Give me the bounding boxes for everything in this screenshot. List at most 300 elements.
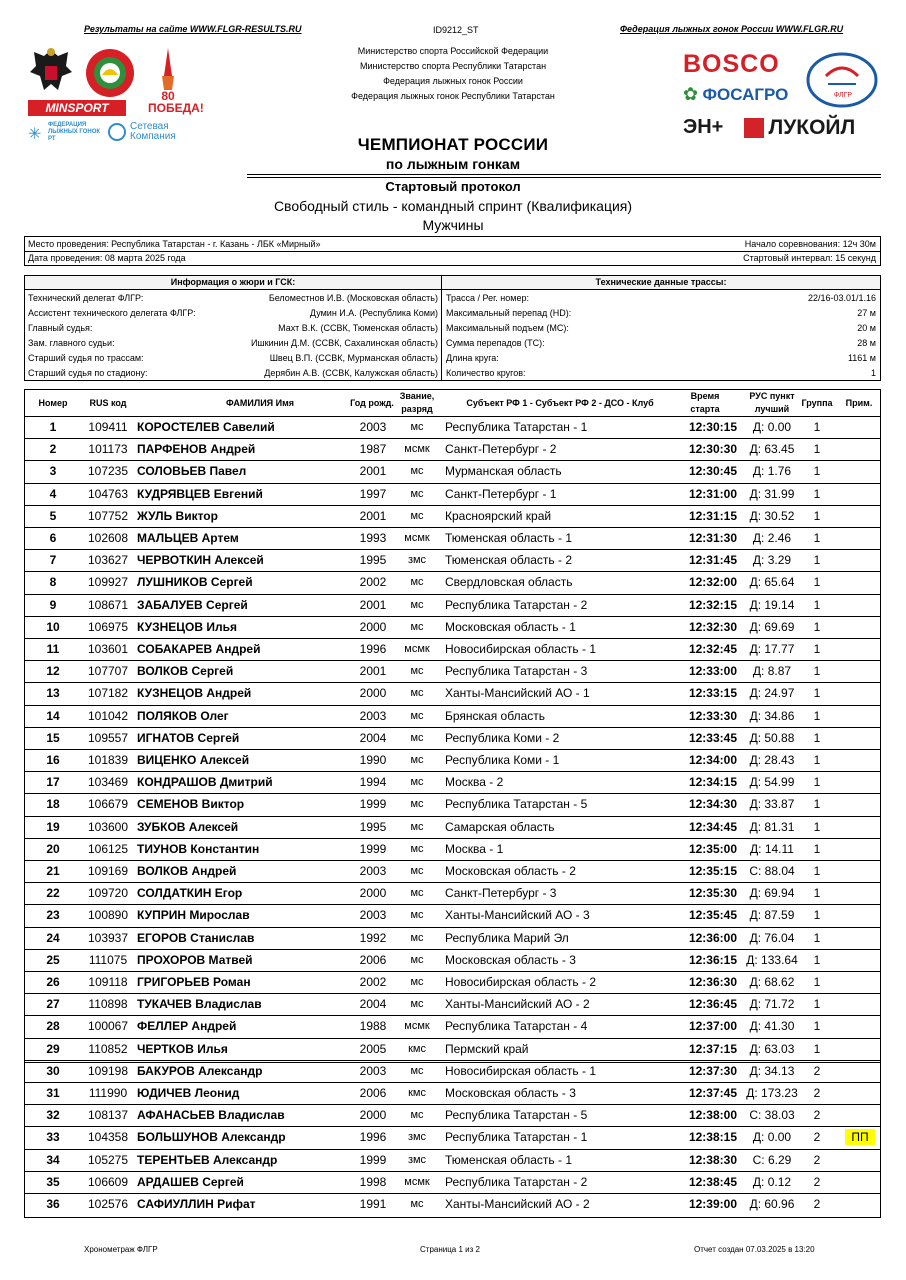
row-note	[845, 885, 875, 901]
row-rus-code: 111990	[88, 1086, 128, 1100]
row-group: 2	[813, 1197, 821, 1211]
row-number: 33	[46, 1130, 60, 1145]
row-rus-code: 109720	[87, 886, 129, 901]
row-birth-year: 1995	[359, 553, 387, 568]
row-birth-year: 2001	[359, 664, 387, 679]
col-note: Прим.	[845, 398, 873, 408]
row-team: Республика Татарстан - 5	[445, 797, 588, 812]
row-rus-code: 103627	[87, 553, 129, 568]
row-athlete-name: КОРОСТЕЛЕВ Савелий	[137, 420, 275, 434]
row-team: Тюменская область - 2	[445, 553, 573, 568]
bosco-logo: BOSCO	[683, 50, 780, 78]
row-team: Республика Татарстан - 1	[445, 420, 588, 434]
row-birth-year: 2002	[359, 575, 387, 590]
row-athlete-name: ВОЛКОВ Андрей	[137, 864, 237, 878]
row-rank: мсмк	[404, 1175, 430, 1188]
row-number: 7	[49, 553, 57, 568]
track-value: 22/16-03.01/1.16	[807, 293, 876, 303]
row-number: 11	[46, 642, 60, 656]
row-rank: кмс	[408, 1087, 426, 1099]
row-birth-year: 1988	[359, 1019, 387, 1034]
row-start-time: 12:37:45	[688, 1086, 737, 1100]
row-rank: мсмк	[404, 443, 430, 456]
row-note	[845, 1085, 875, 1101]
row-athlete-name: КУДРЯВЦЕВ Евгений	[137, 486, 263, 501]
row-start-time: 12:32:15	[688, 597, 737, 612]
row-birth-year: 2005	[359, 1041, 387, 1056]
row-number: 30	[46, 1063, 60, 1078]
row-team: Тюменская область - 1	[445, 1152, 573, 1167]
table-row	[25, 594, 880, 617]
row-athlete-name: ЛУШНИКОВ Сергей	[137, 575, 253, 590]
row-rus-points: Д: 68.62	[749, 975, 795, 989]
row-team: Московская область - 3	[445, 952, 576, 967]
row-number: 32	[46, 1108, 60, 1123]
row-team: Ханты-Мансийский АО - 3	[445, 908, 590, 923]
divider	[247, 177, 881, 178]
row-rus-points: Д: 60.96	[749, 1197, 795, 1211]
row-team: Новосибирская область - 1	[445, 1063, 596, 1078]
row-athlete-name: ВОЛКОВ Сергей	[137, 664, 234, 679]
row-athlete-name: КУПРИН Мирослав	[137, 908, 250, 923]
col-year: Год рожд.	[350, 398, 394, 408]
row-birth-year: 2001	[359, 597, 387, 612]
table-row	[25, 1171, 880, 1194]
row-athlete-name: ЗУБКОВ Алексей	[137, 819, 239, 834]
table-row	[25, 705, 880, 728]
event-title: ЧЕМПИОНАТ РОССИИ	[357, 135, 549, 154]
row-rus-code: 102608	[87, 531, 129, 545]
row-start-time: 12:35:15	[688, 864, 737, 878]
row-rus-points: Д: 63.03	[749, 1041, 795, 1056]
row-rus-code: 104358	[87, 1130, 129, 1145]
category-title: Мужчины	[422, 217, 484, 233]
row-athlete-name: СОЛДАТКИН Егор	[137, 886, 243, 901]
flgr-logo: ФЛГР	[806, 52, 878, 108]
track-label: Трасса / Рег. номер:	[446, 293, 529, 303]
row-rank: мс	[410, 820, 424, 833]
row-athlete-name: СОЛОВЬЕВ Павел	[137, 464, 247, 479]
row-athlete-name: ПРОХОРОВ Матвей	[137, 952, 253, 967]
row-rank: мс	[410, 976, 424, 988]
minsport-logo: MINSPORT	[28, 100, 126, 116]
row-birth-year: 2001	[359, 464, 387, 479]
row-number: 2	[49, 442, 57, 457]
row-number: 31	[46, 1086, 60, 1100]
row-rank: мс	[410, 576, 424, 589]
row-number: 10	[46, 619, 60, 634]
table-row	[25, 460, 880, 483]
row-rank: мс	[410, 620, 424, 633]
row-athlete-name: КУЗНЕЦОВ Илья	[137, 619, 238, 634]
row-group: 1	[813, 908, 821, 923]
row-start-time: 12:39:00	[688, 1197, 737, 1211]
document-id: ID9212_ST	[433, 25, 479, 35]
table-row	[25, 1126, 880, 1149]
row-note	[845, 819, 875, 835]
row-rus-code: 106125	[87, 841, 129, 856]
row-rus-points: Д: 87.59	[749, 908, 795, 923]
lukoil-mark-icon	[744, 118, 764, 138]
row-number: 21	[46, 864, 60, 878]
col-group: Группа	[801, 398, 833, 408]
track-label: Максимальный подъем (MC):	[446, 323, 569, 333]
row-start-time: 12:31:15	[688, 508, 737, 523]
row-start-time: 12:31:45	[688, 553, 737, 568]
table-row	[25, 416, 880, 439]
row-rus-points: Д: 0.12	[752, 1174, 792, 1189]
row-group: 1	[813, 930, 821, 945]
col-number: Номер	[38, 398, 68, 408]
footer-timing: Хронометраж ФЛГР	[84, 1245, 158, 1254]
row-group: 1	[813, 886, 821, 901]
row-group: 1	[813, 664, 821, 679]
row-birth-year: 2004	[359, 730, 387, 745]
russia-emblem-logo	[28, 46, 74, 96]
table-row	[25, 1104, 880, 1127]
track-value: 28 м	[857, 338, 876, 348]
row-number: 26	[46, 975, 60, 989]
track-value: 1	[870, 368, 876, 378]
row-start-time: 12:31:00	[688, 486, 737, 501]
interval-text: Стартовый интервал: 15 секунд	[743, 253, 876, 263]
row-birth-year: 1998	[359, 1174, 387, 1189]
results-site-link[interactable]: Результаты на сайте WWW.FLGR-RESULTS.RU	[84, 24, 302, 34]
row-team: Московская область - 1	[445, 619, 576, 634]
row-start-time: 12:30:15	[688, 420, 737, 434]
table-row	[25, 771, 880, 794]
row-rank: мс	[410, 798, 424, 811]
row-group: 1	[813, 997, 821, 1012]
row-birth-year: 2003	[359, 908, 387, 923]
row-rus-code: 109411	[88, 420, 128, 434]
table-row	[25, 882, 880, 905]
row-birth-year: 1999	[359, 1152, 387, 1167]
row-group: 1	[813, 442, 821, 457]
row-birth-year: 2001	[359, 508, 387, 523]
row-number: 1	[49, 420, 57, 434]
track-header: Технические данные трассы:	[442, 276, 880, 290]
row-birth-year: 1995	[359, 819, 387, 834]
row-rus-points: Д: 24.97	[749, 686, 795, 701]
table-row	[25, 860, 880, 883]
row-birth-year: 1996	[359, 642, 387, 656]
row-athlete-name: ПОЛЯКОВ Олег	[137, 708, 229, 723]
table-row	[25, 483, 880, 506]
table-row	[25, 505, 880, 528]
organizers-block	[300, 44, 606, 104]
track-label: Сумма перепадов (TC):	[446, 338, 545, 348]
row-rank: мс	[410, 487, 424, 500]
row-number: 8	[49, 575, 57, 590]
row-team: Республика Татарстан - 2	[445, 1174, 588, 1189]
row-group: 1	[813, 797, 821, 812]
jury-label: Технический делегат ФЛГР:	[28, 293, 144, 303]
table-row	[25, 638, 880, 661]
table-row	[25, 527, 880, 550]
row-start-time: 12:38:30	[688, 1152, 737, 1167]
row-rus-points: Д: 71.72	[749, 997, 795, 1012]
row-birth-year: 2004	[359, 997, 387, 1012]
table-row	[25, 1015, 880, 1038]
row-rus-code: 109198	[87, 1063, 129, 1078]
row-rus-code: 101173	[88, 442, 128, 457]
jury-label: Зам. главного судьи:	[28, 338, 115, 348]
row-team: Республика Коми - 2	[445, 730, 560, 745]
track-value: 20 м	[857, 323, 876, 333]
row-athlete-name: ИГНАТОВ Сергей	[137, 730, 240, 745]
row-rus-points: Д: 34.13	[749, 1063, 795, 1078]
row-start-time: 12:38:45	[688, 1174, 737, 1189]
row-note	[845, 1041, 875, 1057]
row-rus-points: Д: 0.00	[752, 1130, 792, 1145]
row-rus-points: Д: 173.23	[746, 1086, 798, 1100]
snowflake-icon: ✳	[28, 126, 42, 143]
row-group: 1	[813, 420, 821, 434]
row-number: 17	[46, 775, 60, 790]
table-row	[25, 549, 880, 572]
row-athlete-name: ЮДИЧЕВ Леонид	[137, 1086, 240, 1100]
row-number: 36	[46, 1197, 60, 1211]
row-note	[845, 841, 875, 857]
row-group: 2	[813, 1130, 821, 1145]
start-time-text: Начало соревнования: 12ч 30м	[744, 239, 876, 249]
row-start-time: 12:33:15	[688, 686, 737, 701]
table-row	[25, 1149, 880, 1172]
jury-value: Швец В.П. (ССВК, Мурманская область)	[269, 353, 438, 363]
row-team: Республика Татарстан - 5	[445, 1108, 588, 1123]
row-group: 1	[813, 553, 821, 568]
row-rus-code: 103601	[87, 642, 129, 656]
row-number: 16	[46, 753, 60, 767]
row-group: 1	[813, 708, 821, 723]
row-start-time: 12:38:00	[688, 1108, 737, 1123]
row-rank: мс	[410, 709, 424, 722]
row-athlete-name: КУЗНЕЦОВ Андрей	[137, 686, 252, 701]
row-number: 3	[49, 464, 57, 479]
col-rank: Звание, разряд	[399, 391, 435, 414]
row-team: Ханты-Мансийский АО - 2	[445, 997, 590, 1012]
table-row	[25, 1060, 880, 1083]
row-athlete-name: СЕМЕНОВ Виктор	[137, 797, 245, 812]
row-note	[845, 530, 875, 546]
row-group: 1	[813, 464, 821, 479]
row-birth-year: 1996	[359, 1130, 387, 1145]
row-group: 1	[813, 1041, 821, 1056]
row-rank: кмс	[408, 1042, 426, 1055]
row-team: Свердловская область	[445, 575, 573, 590]
row-group: 2	[813, 1063, 821, 1078]
footer-page: Страница 1 из 2	[420, 1245, 480, 1254]
row-number: 22	[46, 886, 60, 901]
row-team: Брянская область	[445, 708, 545, 723]
row-rank: змс	[407, 1153, 427, 1166]
row-athlete-name: БОЛЬШУНОВ Александр	[137, 1130, 286, 1145]
row-rus-code: 108671	[87, 597, 129, 612]
row-rus-points: Д: 133.64	[746, 952, 798, 967]
row-rus-points: Д: 28.43	[749, 753, 795, 767]
row-group: 1	[813, 575, 821, 590]
row-rus-code: 107235	[87, 464, 129, 479]
row-athlete-name: АФАНАСЬЕВ Владислав	[137, 1108, 285, 1123]
track-label: Количество кругов:	[446, 368, 526, 378]
row-rus-points: Д: 63.45	[749, 442, 795, 457]
leaf-icon: ✿	[683, 84, 699, 104]
row-rus-code: 109169	[87, 864, 129, 878]
row-rus-points: С: 6.29	[752, 1152, 792, 1167]
row-start-time: 12:33:30	[688, 708, 737, 723]
row-note	[845, 663, 875, 679]
row-note	[845, 463, 875, 479]
row-rus-code: 107752	[87, 508, 129, 523]
row-birth-year: 1993	[359, 531, 387, 545]
row-rus-code: 110898	[88, 997, 128, 1012]
row-group: 1	[813, 619, 821, 634]
row-rus-points: Д: 41.30	[749, 1019, 795, 1034]
row-birth-year: 2000	[359, 886, 387, 901]
row-rus-code: 110852	[88, 1041, 128, 1056]
track-label: Максимальный перепад (HD):	[446, 308, 572, 318]
row-note	[845, 952, 875, 968]
col-rus-points: РУС пункт лучший	[749, 391, 795, 414]
row-athlete-name: СОБАКАРЕВ Андрей	[137, 642, 261, 656]
row-athlete-name: ЖУЛЬ Виктор	[137, 508, 218, 523]
row-rus-code: 106975	[87, 619, 129, 634]
row-athlete-name: ЕГОРОВ Станислав	[137, 930, 255, 945]
row-note	[845, 752, 875, 768]
row-birth-year: 2000	[359, 686, 387, 701]
row-athlete-name: ЧЕРТКОВ Илья	[137, 1041, 228, 1056]
row-athlete-name: ВИЦЕНКО Алексей	[137, 753, 250, 767]
row-note	[845, 796, 875, 812]
row-start-time: 12:36:30	[688, 975, 737, 989]
row-number: 34	[46, 1152, 60, 1167]
flgr-site-link[interactable]: Федерация лыжных гонок России WWW.FLGR.RU	[620, 24, 844, 34]
table-row	[25, 927, 880, 950]
row-group: 1	[813, 531, 821, 545]
organizer-line: Федерация лыжных гонок Республики Татарстан	[351, 91, 555, 101]
row-start-time: 12:37:00	[688, 1019, 737, 1034]
row-rus-code: 111075	[88, 952, 128, 967]
row-rank: мс	[410, 1198, 424, 1210]
row-start-time: 12:35:45	[688, 908, 737, 923]
row-birth-year: 2003	[359, 708, 387, 723]
table-row	[25, 438, 880, 461]
row-team: Санкт-Петербург - 2	[445, 442, 557, 457]
row-rank: мс	[410, 465, 424, 478]
row-rank: мс	[410, 754, 424, 766]
row-start-time: 12:30:30	[688, 442, 737, 457]
row-group: 1	[813, 864, 821, 878]
row-athlete-name: БАКУРОВ Александр	[137, 1063, 263, 1078]
table-header	[25, 390, 880, 417]
row-rus-code: 107707	[87, 664, 129, 679]
row-rus-code: 101042	[87, 708, 129, 723]
row-birth-year: 2006	[359, 952, 387, 967]
row-rank: мс	[410, 865, 424, 877]
row-rank: мс	[410, 1109, 424, 1122]
row-note	[845, 930, 875, 946]
table-row	[25, 749, 880, 772]
row-rus-code: 100890	[87, 908, 129, 923]
row-rank: мсмк	[404, 1020, 430, 1033]
col-team: Субъект РФ 1 - Субъект РФ 2 - ДСО - Клуб	[466, 398, 654, 408]
row-start-time: 12:36:15	[688, 952, 737, 967]
row-athlete-name: ЗАБАЛУЕВ Сергей	[137, 597, 248, 612]
venue-text: Место проведения: Республика Татарстан - г. Казань - ЛБК «Мирный»	[28, 239, 321, 249]
protocol-title: Стартовый протокол	[385, 179, 521, 194]
row-number: 14	[46, 708, 60, 723]
row-team: Республика Татарстан - 4	[445, 1019, 588, 1034]
row-group: 2	[813, 1152, 821, 1167]
row-rank: змс	[407, 554, 427, 567]
row-start-time: 12:31:30	[688, 531, 737, 545]
row-note	[845, 486, 875, 502]
row-start-time: 12:36:00	[688, 930, 737, 945]
row-birth-year: 2000	[359, 1108, 387, 1123]
row-number: 6	[49, 531, 57, 545]
row-rus-code: 109557	[87, 730, 129, 745]
row-rus-code: 102576	[87, 1197, 129, 1211]
col-rus-code: RUS код	[89, 398, 127, 408]
row-number: 20	[46, 841, 60, 856]
row-rus-code: 109118	[88, 975, 128, 989]
row-group: 1	[813, 819, 821, 834]
row-note	[845, 1107, 875, 1123]
row-rus-points: Д: 3.29	[752, 553, 792, 568]
row-rus-points: Д: 14.11	[750, 841, 794, 856]
table-row	[25, 838, 880, 861]
row-rus-points: Д: 69.94	[749, 886, 795, 901]
row-rank: мс	[410, 665, 424, 678]
row-rank: мс	[410, 842, 424, 855]
row-team: Санкт-Петербург - 1	[445, 486, 557, 501]
row-number: 35	[46, 1174, 60, 1189]
row-start-time: 12:34:45	[688, 819, 737, 834]
row-note	[845, 974, 875, 990]
row-rus-points: Д: 34.86	[749, 708, 795, 723]
jury-label: Ассистент технического делегата ФЛГР:	[28, 308, 196, 318]
row-team: Ханты-Мансийский АО - 1	[445, 686, 590, 701]
jury-label: Старший судья по стадиону:	[28, 368, 148, 378]
row-athlete-name: МАЛЬЦЕВ Артем	[137, 531, 239, 545]
row-rank: мс	[410, 509, 424, 522]
row-number: 23	[46, 908, 60, 923]
discipline-title: Свободный стиль - командный спринт (Квалификация)	[273, 198, 633, 214]
flgr-rt-logo: ✳ ФЕДЕРАЦИЯ ЛЫЖНЫХ ГОНОК РТ	[28, 122, 101, 143]
row-rus-points: Д: 17.77	[749, 642, 795, 656]
row-team: Республика Татарстан - 1	[445, 1130, 588, 1145]
row-note: ПП	[845, 1129, 875, 1145]
row-rank: мс	[410, 421, 424, 433]
row-rus-code: 108137	[87, 1108, 129, 1123]
row-team: Республика Коми - 1	[445, 753, 560, 767]
row-start-time: 12:34:30	[688, 797, 737, 812]
date-text: Дата проведения: 08 марта 2025 года	[28, 253, 186, 263]
row-team: Республика Марий Эл	[445, 930, 569, 945]
row-rus-points: Д: 81.31	[749, 819, 795, 834]
row-group: 2	[813, 1174, 821, 1189]
start-list-table	[24, 389, 881, 1218]
table-row	[25, 1193, 880, 1215]
row-note	[845, 1063, 875, 1079]
row-group: 2	[813, 1108, 821, 1123]
row-rus-points: Д: 1.76	[752, 464, 792, 479]
row-note	[845, 907, 875, 923]
track-value: 1161 м	[847, 353, 876, 363]
row-rus-code: 101839	[87, 753, 129, 767]
row-team: Московская область - 3	[445, 1086, 576, 1100]
